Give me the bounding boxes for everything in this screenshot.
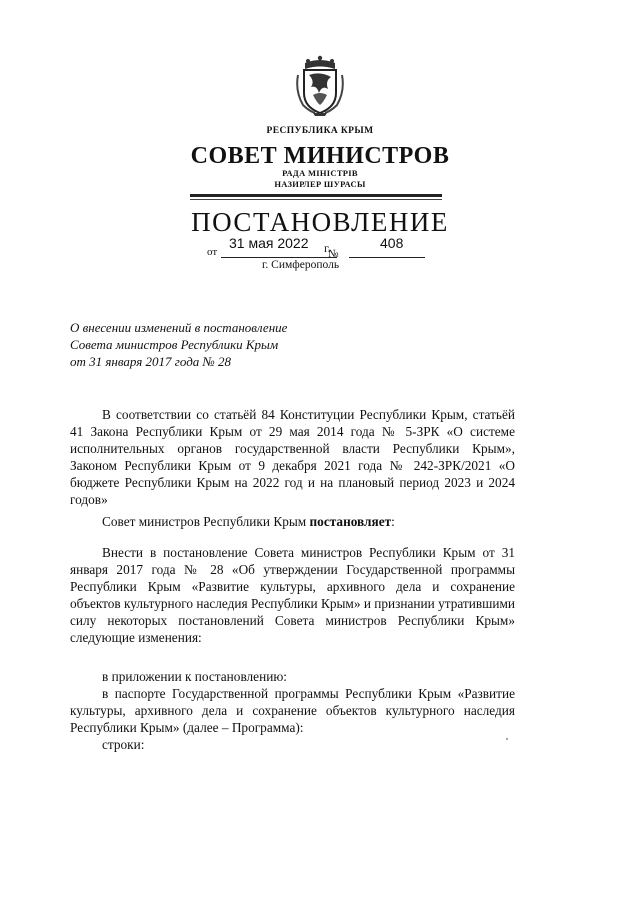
decree-date-number-row — [207, 234, 427, 260]
annex-section — [70, 668, 515, 753]
subject-line: Совета министров Республики Крым — [70, 337, 279, 352]
decree-number: 408 — [380, 235, 404, 251]
resolution-text: Совет министров Республики Крым — [102, 514, 310, 529]
number-sign: № — [328, 248, 339, 260]
subject-line: от 31 января 2017 года № 28 — [70, 354, 232, 369]
crimea-coat-of-arms-icon — [295, 55, 345, 117]
number-underline — [349, 257, 425, 258]
council-title: СОВЕТ МИНИСТРОВ — [190, 143, 450, 169]
year-suffix: г. — [324, 241, 331, 255]
preamble-paragraph — [70, 406, 515, 508]
header-divider-thin — [190, 199, 442, 200]
decree-date: 31 мая 2022 — [229, 235, 309, 251]
date-prefix: от — [207, 246, 218, 258]
annex-intro: в приложении к постановлению: — [102, 669, 287, 684]
subject-line: О внесении изменений в постановление — [70, 320, 288, 335]
resolution-line — [70, 513, 515, 530]
preamble-text: В соответствии со статьёй 84 Конституции Республики Крым, статьёй 41 Закона Республики Крым от 29 мая 2014 года № 5-ЗРК «О системе исполнительных органов государственной власти Республики Крым», Законом Республики Крым от 9 декабря 2021 года № 242-ЗРК/2021 «О бюджете Республики Крым на 2022 год и на плановый период 2023 и 2024 годов» — [70, 407, 515, 507]
header-divider — [190, 194, 442, 197]
decree-city: г. Симферополь — [262, 259, 340, 271]
resolution-verb: постановляет — [309, 514, 392, 529]
amendment-text: Внести в постановление Совета министров Республики Крым от 31 января 2017 года № 28 «Об утверждении Государственной программы Республики Крым «Развитие культуры, архивного дела и сохранение объектов культурного наследия Республики Крым» и признании утратившими силу некоторых постановлений Совета министров Республики Крым» следующие изменения: — [70, 545, 516, 645]
scan-speck — [506, 738, 508, 740]
passport-paragraph: в паспорте Государственной программы Республики Крым «Развитие культуры, архивного дела и сохранение объектов культурного наследия Республики Крым» (далее – Программа): — [70, 686, 515, 735]
republic-name: РЕСПУБЛИКА КРЫМ — [266, 126, 374, 136]
date-underline — [221, 257, 337, 258]
council-title-ukrainian: РАДА МІНІСТРІВ — [282, 168, 358, 178]
resolution-colon: : — [391, 514, 395, 529]
council-title-crimean-tatar: НАЗИРЛЕР ШУРАСЫ — [274, 179, 366, 189]
resolution-paragraph — [70, 513, 515, 530]
rows-label: строки: — [102, 737, 145, 752]
decree-subject — [70, 319, 287, 370]
amendment-paragraph — [70, 544, 515, 646]
decree-title: ПОСТАНОВЛЕНИЕ — [191, 207, 449, 237]
